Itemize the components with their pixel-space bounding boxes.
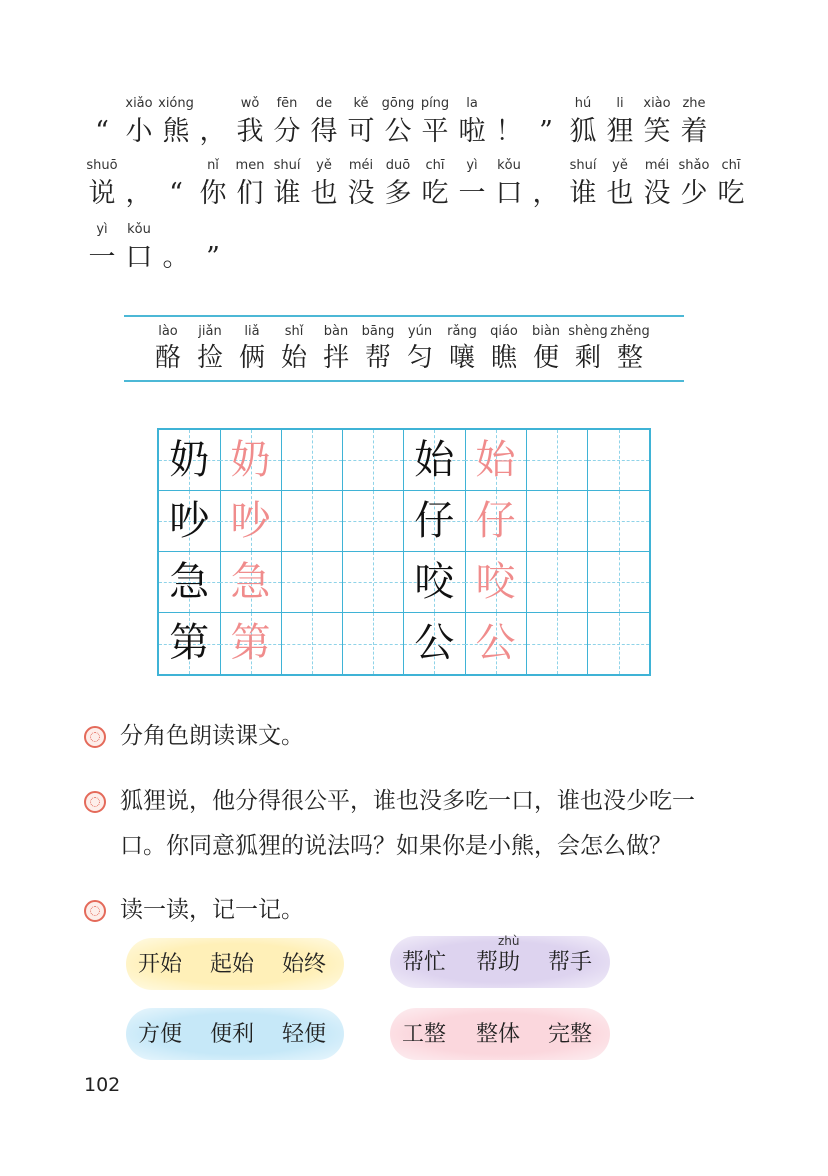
pinyin: kǒu: [127, 222, 151, 237]
pinyin: lào: [158, 324, 178, 339]
grid-cell: [159, 491, 221, 552]
pinyin: yún: [407, 324, 433, 339]
grid-cell: [220, 430, 282, 491]
hanzi: 整: [616, 343, 643, 373]
grid-cell: [159, 552, 221, 613]
pinyin: yì: [466, 158, 478, 173]
hanzi: “: [169, 178, 183, 209]
word: 轻便: [282, 1022, 327, 1047]
hanzi: ，: [199, 116, 227, 147]
page-number: 102: [84, 1074, 121, 1096]
word: 工整: [402, 1022, 447, 1047]
grid-cell: [343, 491, 405, 552]
hanzi: 公: [384, 116, 412, 147]
grid-cell: [465, 552, 527, 613]
word: 便利: [210, 1022, 255, 1047]
hanzi: 得: [310, 116, 338, 147]
pinyin: [183, 222, 243, 238]
grid-cell: [404, 613, 466, 674]
pinyin: méi: [348, 158, 374, 173]
word-group-1: [126, 938, 344, 990]
hanzi: 小: [125, 116, 153, 147]
grid-cell: [282, 491, 344, 552]
hanzi: 分: [273, 116, 301, 147]
pinyin: wǒ: [240, 96, 260, 111]
model-character: 咬: [414, 559, 455, 605]
pinyin: men: [235, 158, 265, 173]
hanzi: 一: [88, 242, 116, 273]
hanzi: 狸: [606, 116, 634, 147]
word: 帮助: [476, 950, 521, 975]
pinyin: shǎo: [678, 158, 710, 173]
pinyin: chī: [721, 158, 741, 173]
strip-top-line: [124, 315, 684, 317]
hanzi: 多: [384, 178, 412, 209]
pinyin: méi: [644, 158, 670, 173]
hanzi: 拌: [322, 343, 349, 373]
hanzi: 帮: [364, 343, 391, 373]
model-character: 第: [169, 620, 210, 666]
pinyin: xióng: [158, 96, 194, 111]
passage-char: [713, 158, 749, 214]
pinyin: liǎ: [244, 324, 260, 339]
word-group-4: [390, 1008, 610, 1060]
model-character: 吵: [169, 498, 210, 544]
hanzi: 一: [458, 178, 486, 209]
pinyin: shǐ: [284, 324, 304, 339]
word: 方便: [138, 1022, 183, 1047]
grid-cell: [404, 552, 466, 613]
hanzi: 瞧: [490, 343, 517, 373]
hanzi: 笑: [643, 116, 671, 147]
pinyin: duō: [385, 158, 411, 173]
grid-cell: [527, 552, 589, 613]
hanzi: 狐: [569, 116, 597, 147]
circle-seal-icon: [84, 726, 106, 748]
hanzi: 捡: [196, 343, 223, 373]
pinyin: bāng: [361, 324, 395, 339]
hanzi: ！: [495, 116, 523, 147]
grid-cell: [282, 613, 344, 674]
word: 帮忙: [402, 950, 447, 975]
pinyin: jiǎn: [198, 324, 222, 339]
hanzi: 便: [532, 343, 559, 373]
hanzi: 吃: [421, 178, 449, 209]
pinyin: kě: [353, 96, 369, 111]
pinyin: qiáo: [490, 324, 518, 339]
trace-character: 咬: [475, 559, 516, 605]
hanzi: 口: [495, 178, 523, 209]
trace-character: 始: [475, 437, 516, 483]
word: 始终: [282, 952, 327, 977]
pinyin: nǐ: [207, 158, 219, 173]
grid-cell: [527, 430, 589, 491]
new-word: [610, 320, 650, 376]
word: 开始: [138, 952, 183, 977]
circle-seal-icon: [84, 900, 106, 922]
hanzi: ，: [532, 178, 560, 209]
grid-cell: [588, 491, 650, 552]
hanzi: 匀: [406, 343, 433, 373]
hanzi: 说: [88, 178, 116, 209]
grid-cell: [465, 491, 527, 552]
word: 帮手: [548, 950, 593, 975]
hanzi: 少: [680, 178, 708, 209]
trace-character: 急: [230, 559, 271, 605]
hanzi: 剩: [574, 343, 601, 373]
pinyin: rǎng: [447, 324, 477, 339]
model-character: 仔: [414, 498, 455, 544]
word-group-2: [390, 936, 610, 988]
pinyin: zhe: [682, 96, 706, 111]
grid-cell: [404, 430, 466, 491]
hanzi: 谁: [273, 178, 301, 209]
writing-grid: [157, 428, 651, 676]
hanzi: 嚷: [448, 343, 475, 373]
grid-cell: [282, 430, 344, 491]
pinyin: zhěng: [610, 324, 650, 339]
hanzi: 吃: [717, 178, 745, 209]
word: 起始: [210, 952, 255, 977]
exercise-2-line-2: 口。你同意狐狸的说法吗？如果你是小熊，会怎么做？: [120, 833, 672, 859]
word-group-3: [126, 1008, 344, 1060]
pinyin: píng: [420, 96, 450, 111]
pinyin: xiào: [643, 96, 671, 111]
grid-cell: [220, 552, 282, 613]
hanzi: 没: [643, 178, 671, 209]
hanzi: 也: [310, 178, 338, 209]
pinyin: yě: [612, 158, 628, 173]
model-character: 奶: [169, 437, 210, 483]
hanzi: 你: [199, 178, 227, 209]
grid-cell: [588, 430, 650, 491]
trace-character: 仔: [475, 498, 516, 544]
grid-cell: [159, 613, 221, 674]
circle-seal-icon: [84, 791, 106, 813]
pinyin: shuí: [273, 158, 301, 173]
pinyin: la: [466, 96, 478, 111]
passage-char: [195, 222, 231, 278]
pinyin: biàn: [531, 324, 561, 339]
hanzi: 也: [606, 178, 634, 209]
model-character: 始: [414, 437, 455, 483]
grid-cell: [159, 430, 221, 491]
grid-cell: [588, 552, 650, 613]
grid-cell: [282, 552, 344, 613]
pinyin: xiǎo: [125, 96, 153, 111]
pinyin: kǒu: [497, 158, 521, 173]
pinyin: fēn: [276, 96, 298, 111]
grid-cell: [343, 613, 405, 674]
passage-char: [676, 96, 712, 152]
trace-character: 吵: [230, 498, 271, 544]
hanzi: 酪: [154, 343, 181, 373]
hanzi: 啦: [458, 116, 486, 147]
grid-cell: [588, 613, 650, 674]
grid-cell: [220, 613, 282, 674]
hanzi: 始: [280, 343, 307, 373]
hanzi: ”: [539, 116, 553, 147]
pinyin: hú: [574, 96, 592, 111]
hanzi: 们: [236, 178, 264, 209]
exercise-2-line-1: 狐狸说，他分得很公平，谁也没多吃一口，谁也没少吃一: [120, 788, 695, 814]
pinyin: shuí: [569, 158, 597, 173]
grid-cell: [465, 613, 527, 674]
pinyin: gōng: [381, 96, 415, 111]
pinyin: yě: [316, 158, 332, 173]
hanzi: 。: [162, 242, 190, 273]
grid-cell: [220, 491, 282, 552]
trace-character: 第: [230, 620, 271, 666]
hanzi: ，: [125, 178, 153, 209]
word: 整体: [476, 1022, 521, 1047]
strip-bottom-line: [124, 380, 684, 382]
grid-cell: [465, 430, 527, 491]
hanzi: “: [95, 116, 109, 147]
trace-character: 奶: [230, 437, 271, 483]
hanzi: 没: [347, 178, 375, 209]
hanzi: 我: [236, 116, 264, 147]
pinyin-annotation: zhù: [498, 934, 520, 948]
grid-cell: [404, 491, 466, 552]
hanzi: 口: [125, 242, 153, 273]
grid-cell: [527, 491, 589, 552]
pinyin: yì: [96, 222, 108, 237]
word: 完整: [548, 1022, 593, 1047]
pinyin: shèng: [568, 324, 608, 339]
model-character: 急: [169, 559, 210, 605]
pinyin: de: [315, 96, 333, 111]
exercise-3-text: 读一读，记一记。: [120, 897, 304, 923]
grid-cell: [343, 430, 405, 491]
hanzi: 可: [347, 116, 375, 147]
exercise-1-text: 分角色朗读课文。: [120, 723, 304, 749]
grid-cell: [343, 552, 405, 613]
pinyin: shuō: [86, 158, 118, 173]
hanzi: 熊: [162, 116, 190, 147]
pinyin: bàn: [323, 324, 349, 339]
hanzi: 俩: [238, 343, 265, 373]
model-character: 公: [414, 620, 455, 666]
hanzi: 谁: [569, 178, 597, 209]
grid-cell: [527, 613, 589, 674]
trace-character: 公: [475, 620, 516, 666]
pinyin: li: [616, 96, 624, 111]
hanzi: 着: [680, 116, 708, 147]
pinyin: chī: [425, 158, 445, 173]
hanzi: 平: [421, 116, 449, 147]
hanzi: ”: [206, 242, 220, 273]
